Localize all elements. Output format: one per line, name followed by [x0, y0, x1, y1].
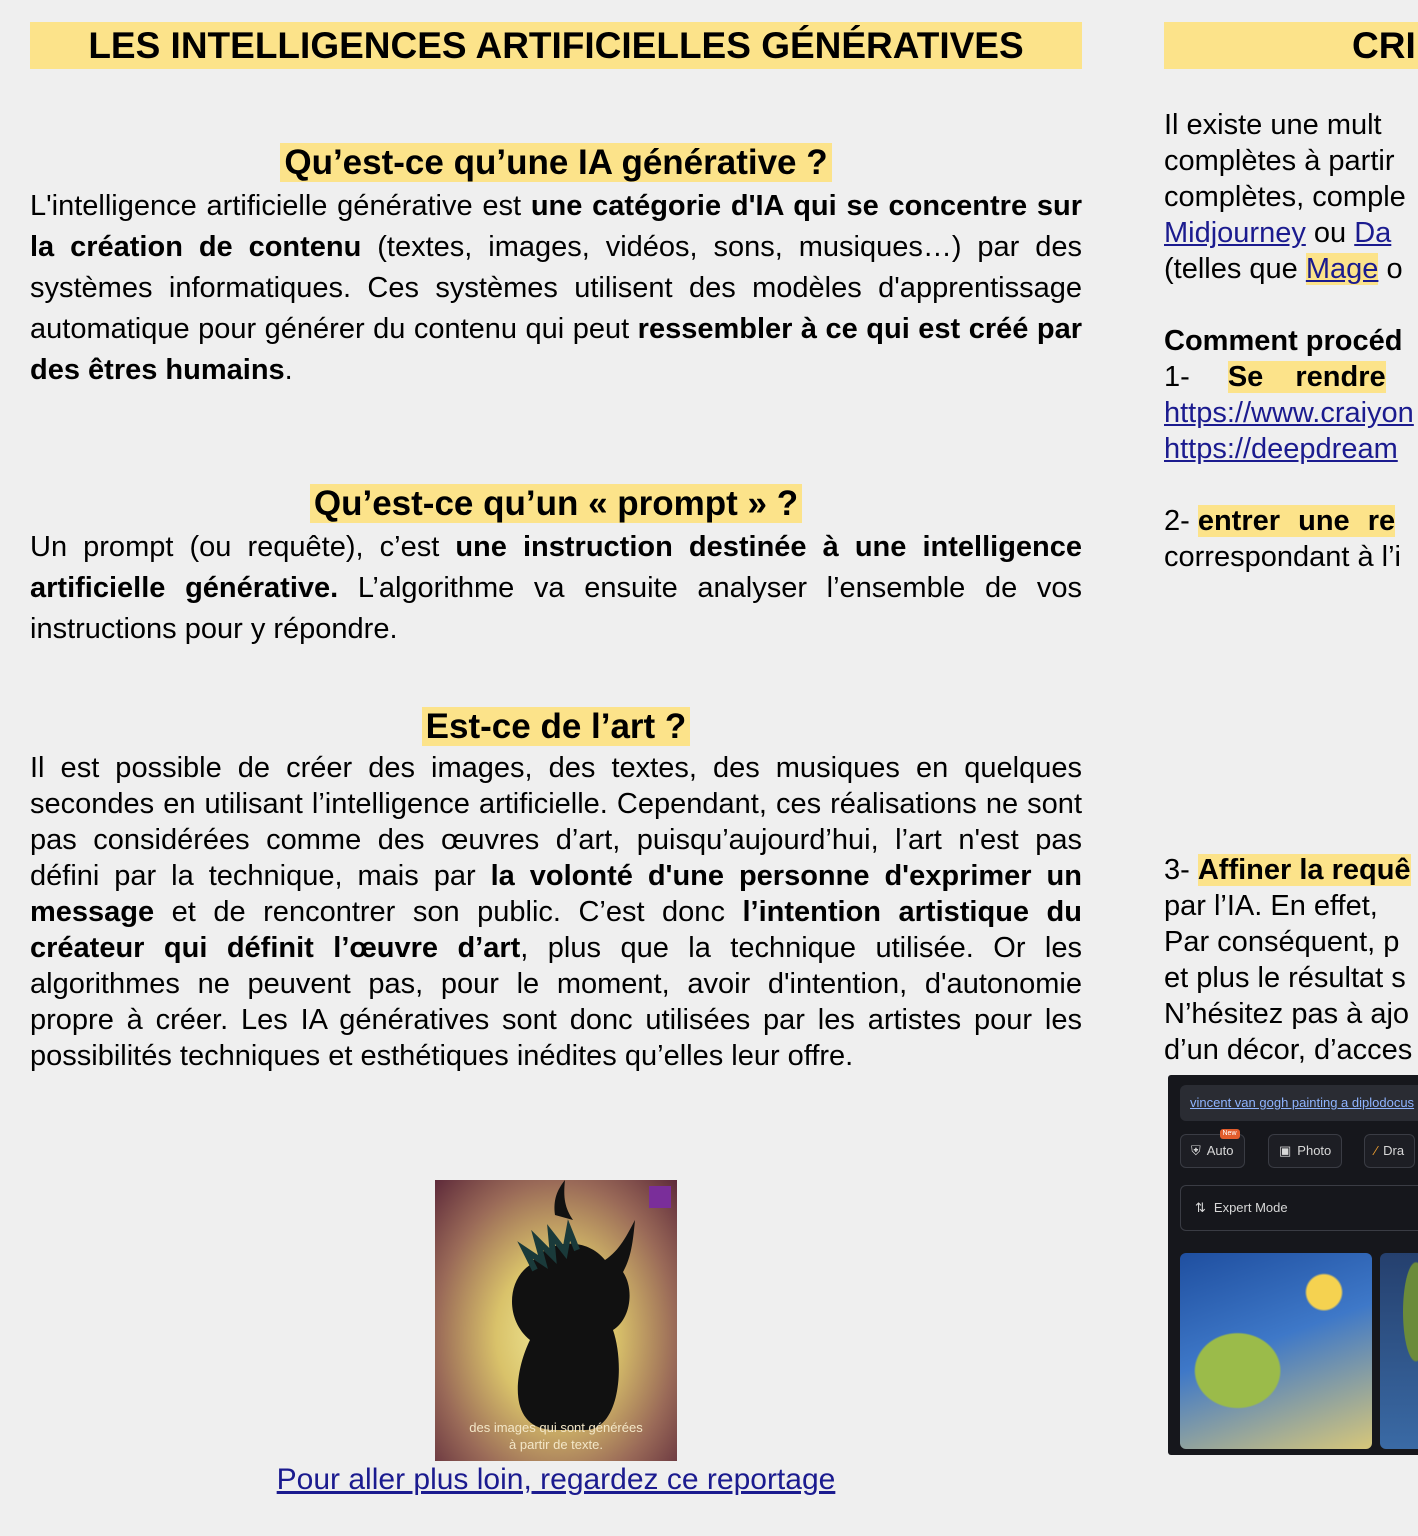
generated-image[interactable]	[1380, 1253, 1418, 1449]
prompt-input[interactable]: vincent van gogh painting a diplodocus	[1180, 1085, 1418, 1121]
play-badge	[649, 1186, 671, 1208]
page-title: LES INTELLIGENCES ARTIFICIELLES GÉNÉRATIVES	[30, 22, 1082, 69]
camera-icon: ▣	[1279, 1143, 1292, 1158]
right-title: CRI	[1164, 22, 1418, 69]
photo-mode-button[interactable]: ▣ Photo	[1268, 1134, 1342, 1168]
dalle-link[interactable]: Da	[1354, 217, 1392, 249]
video-report-link[interactable]: Pour aller plus loin, regardez ce reportage	[276, 1463, 836, 1496]
section-what-is-prompt	[30, 481, 1082, 650]
shield-icon: ⛨	[1191, 1143, 1201, 1158]
section-what-is-generative-ai	[30, 140, 1082, 391]
pencil-icon: ⁄	[1375, 1143, 1378, 1158]
section-title: Qu’est-ce qu’un « prompt » ?	[310, 484, 802, 523]
section-title: Qu’est-ce qu’une IA générative ?	[280, 143, 831, 182]
section-paragraph: L'intelligence artificielle générative est une catégorie d'IA qui se concentre sur la création de contenu (textes, images, vidéos, sons, musiques…) par des systèmes informatiques. Ces systèmes utilisent des modèles d'apprentissage automatique pour générer du contenu qui peut ressembler à ce qui est créé par des êtres humains.	[30, 190, 1083, 386]
left-column	[30, 22, 1083, 1496]
expert-mode-button[interactable]: ⇅ Expert Mode	[1180, 1185, 1418, 1231]
midjourney-link[interactable]: Midjourney	[1164, 217, 1306, 249]
new-badge: New	[1220, 1129, 1240, 1139]
video-thumbnail[interactable]: des images qui sont générées à partir de texte.	[435, 1180, 677, 1461]
craiyon-link[interactable]: https://www.craiyon	[1164, 397, 1414, 429]
generated-image[interactable]	[1180, 1253, 1372, 1449]
section-paragraph: Un prompt (ou requête), c’est une instruction destinée à une intelligence artificielle générative. L’algorithme va ensuite analyser l’ensemble de vos instructions pour y répondre.	[30, 531, 1083, 645]
right-column: CRI Il existe une mult complètes à partir complètes, comple Midjourney ou Da (telles que Mage o Comment procéd 1- Se rendre https://www.craiyon https://deepdream 2- entrer une re correspondant à l’i 3- Affiner la requê par l’IA. En effet, Par conséquent, p et plus le résultat s N’hésitez pas à ajo d’un décor, d’acces vincent van gogh painting a diplodocus ⛨ Auto New ▣ Photo ⁄ Dra ⇅ Expert Mode	[1164, 22, 1418, 1536]
deepdream-link[interactable]: https://deepdream	[1164, 433, 1398, 465]
section-title: Est-ce de l’art ?	[422, 707, 691, 746]
drawing-mode-button[interactable]: ⁄ Dra	[1364, 1134, 1415, 1168]
app-screenshot	[1168, 1075, 1418, 1455]
sliders-icon: ⇅	[1195, 1200, 1206, 1215]
section-is-it-art	[30, 704, 1082, 1074]
how-to-heading: Comment procéd	[1164, 325, 1403, 357]
auto-mode-button[interactable]: ⛨ Auto New	[1180, 1134, 1245, 1168]
section-paragraph: Il est possible de créer des images, des textes, des musiques en quelques secondes en utilisant l’intelligence artificielle. Cependant, ces réalisations ne sont pas considérées comme des œuvres d’art, puisqu’aujourd’hui, l’art n'est pas défini par la technique, mais par la volonté d'une personne d'exprimer un message et de rencontrer son public. C’est donc l’intention artistique du créateur qui définit l’œuvre d’art, plus que la technique utilisée. Or les algorithmes ne peuvent pas, pour le moment, avoir d'intention, d'autonomie propre à créer. Les IA génératives sont donc utilisées par les artistes pour les possibilités techniques et esthétiques inédites qu’elles leur offre.	[30, 752, 1082, 1072]
mage-link[interactable]: Mage	[1305, 253, 1379, 285]
